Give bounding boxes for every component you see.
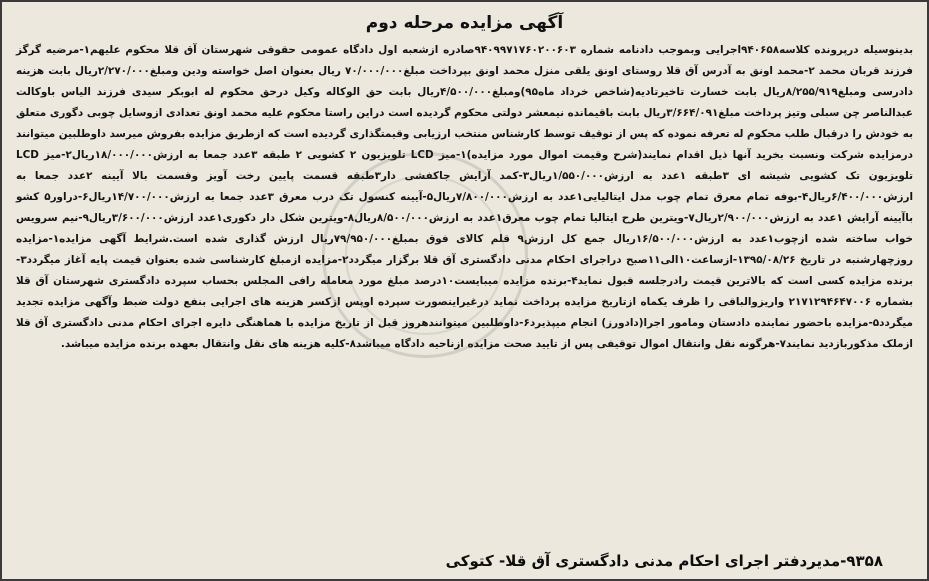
notice-title: آگهی مزایده مرحله دوم bbox=[365, 13, 564, 33]
notice-footer: ۹۳۵۸-مدیردفتر اجرای احکام مدنی دادگستری آق قلا- کتوکی bbox=[445, 552, 883, 570]
notice-body: بدینوسیله درپرونده کلاسه۹۴۰۶۵۸اجرایی وبموجب دادنامه شماره ۹۴۰۹۹۷۱۷۶۰۲۰۰۶۰۳صادره ازشعبه اول دادگاه عمومی حقوقی شهرستان آق قلا محکوم علیهم۱-مرضیه گرگز فرزند قربان محمد ۲-محمد اونق به آدرس آق قلا روستای اونق یلقی منزل محمد اونق بپرداخت مبلغ۷۰/۰۰۰/۰۰۰ ریال بعنوان اصل خواسته ودین ومبلغ۲/۲۷۰/۰۰۰ریال بابت هزینه دادرسی ومبلغ۸/۲۵۵/۹۱۹ریال بابت خسارت تاخیرتادیه(شاخص خرداد ماه۹۵)ومبلغ۴/۵۰۰/۰۰۰ریال بابت حق الوکاله وکیل درحق محکوم له ابوبکر سیدی فرزند الیاس باوکالت عبدالناصر چن سبلی وتیز پرداخت مبلغ۳/۶۶۴/۰۹۱ریال بابت باقیمانده نیمعشر دولتی محکوم گردیده است دراین راستا محکوم علیه محمد اونق تعدادی ازوسایل چوبی دگوری متعلق به خودش را درقبال طلب محکوم له تعرفه نموده که پس از توقیف توسط کارشناس منتخب ارزیابی وقیمتگذاری گردیده است که ازطریق مزایده بفروش میرسد داوطلبین میتوانند درمزایده شرکت ونسبت بخرید آنها ذیل اقدام نمایند(شرح وقیمت اموال مورد مزایده)۱-میز LCD تلویزیون ۲ کشویی ۲ طبقه ۳عدد جمعا به ارزش۱۸/۰۰۰/۰۰۰ریال۲-میز LCD تلویزیون تک کشویی شیشه ای ۳طبقه ۱عدد به ارزش۱/۵۵۰/۰۰۰ریال۳-کمد آرایش جاکفشی دار۳طبقه قسمت پایین رخت آویز وقسمت بالا آیینه ۲عدد جمعا به ارزش۶/۴۰۰/۰۰۰ریال۴-بوفه تمام معرق تمام چوب مدل ایتالیایی۱عدد به ارزش۷/۸۰۰/۰۰۰ریال۵-آیینه کنسول تک درب معرق ۳عدد جمعا به ارزش۱۴/۷۰۰/۰۰۰ریال۶-دراور۵ کشو باآیینه آرایش ۱عدد به ارزش۲/۹۰۰/۰۰۰ریال۷-ویترین طرح ایتالیا تمام چوب معرق۱عدد به ارزش۸/۵۰۰/۰۰۰ریال۸-ویترین شکل دار دکوری۱عدد ارزش۳/۶۰۰/۰۰۰ریال۹-نیم سرویس خواب ساخته شده ازچوب۱عدد به ارزش۱۶/۵۰۰/۰۰۰ریال جمع کل ارزش۹ قلم کالای فوق بمبلغ۷۹/۹۵۰/۰۰۰ریال ارزش گذاری شده است.شرایط آگهی مزایده۱-مزایده روزچهارشنبه در تاریخ ۱۳۹۵/۰۸/۲۶-ازساعت۱۰الی۱۱صبح دراجرای احکام مدنی دادگستری آق قلا برگزار میگردد۲-مزایده ازمبلغ کارشناسی شده بعنوان قیمت پایه آغاز میگردد۳-برنده مزایده کسی است که بالاترین قیمت رادرجلسه قبول نماید۴-برنده مزایده میبایست۱۰درصد مبلغ مورد معامله رافی المجلس بحساب سپرده دادگستری شهرستان آق قلا بشماره ۲۱۷۱۲۹۴۶۴۷۰۰۶ واریزوالباقی را ظرف یکماه ازتاریخ مزایده پرداخت نماید درغیراینصورت سپرده اوپس ازکسر هزینه های اجرایی بنفع دولت ضبط وآگهی مزایده تجدید میگردد۵-مزایده باحضور نماینده دادستان ومامور اجرا(دادورز) انجام میپذیرد۶-داوطلبین میتوانندهروز قبل از تاریخ مزایده با هماهنگی دایره اجرای احکام مدنی دادگستری آق قلا ازملک مذکوربازدید نمایند۷-هرگونه نقل وانتقال اموال توقیفی پس از تایید صحت مزایده ازناحیه دادگاه میباشد۸-کلیه هزینه های نقل وانتقال بعهده برنده مزایده میباشد. bbox=[16, 44, 914, 350]
